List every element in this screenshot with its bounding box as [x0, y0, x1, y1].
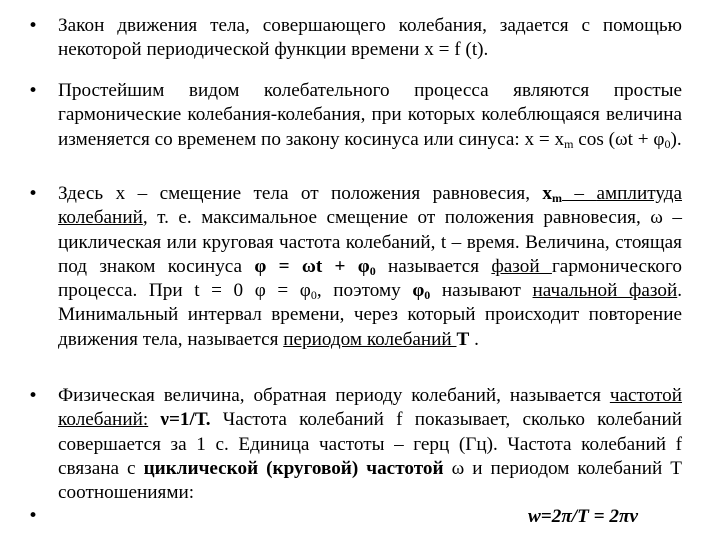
paragraph-harmonic	[58, 79, 682, 152]
bullet-icon: •	[28, 184, 39, 204]
law-text: Закон движения тела, совершающего колебания, задается с помощью некоторой периодической функции времени x = f (t).	[58, 15, 682, 61]
harmonic-formula: $x = x_m$ $\cos (\omega t + \varphi_0)$.	[524, 128, 682, 151]
nu-formula: ν=1/Т.	[148, 409, 211, 431]
harmonic-text: Простейшим видом колебательного процесса являются простые гармонические колебания-колебания, при которых колеблющаяся величина изменяется со временем по закону косинуса или синуса:	[58, 80, 682, 150]
omega-formula: w=2π/T = 2πν	[528, 506, 638, 527]
phase-expression: $\varphi = \omega t + \varphi_0$	[254, 255, 376, 278]
bullet-item-definitions	[28, 182, 682, 352]
frequency-term: частотой колебаний:	[58, 385, 682, 431]
bullet-item-frequency	[28, 384, 682, 505]
paragraph-definitions: Здесь x – смещение тела от положения равновесия, $x_m$ – амплитуда колебаний, т. е. максимальное смещение от положения равновесия, ω – циклическая или круговая частота колебаний, t – время. Величина, стоящая под знаком косинуса $\varphi = \omega t + \varphi_0$ называется фазой гармонического процесса. При t = 0 $\varphi = \varphi_0$, поэтому $\varphi_0$ называют начальной фазой. Минимальный интервал времени, через который происходит повторение движения тела, называется периодом колебаний Т .	[58, 183, 683, 350]
amplitude-term: амплитуда колебаний	[58, 183, 683, 229]
phase-term: фазой	[491, 255, 552, 277]
bullet-icon: •	[28, 81, 39, 101]
bullet-item-harmonic	[28, 79, 682, 152]
paragraph-frequency: Физическая величина, обратная периоду колебаний, называется частотой колебаний: ν=1/Т. Частота колебаний f показывает, сколько колебаний совершается за 1 с. Единица частоты – герц (Гц). Частота колебаний f связана с циклической (круговой) частотой ω и периодом колебаний Т соотношениями:	[58, 385, 682, 504]
bullet-item-law-of-motion	[28, 14, 682, 63]
paragraph-law-of-motion	[58, 14, 682, 63]
bullet-icon: •	[28, 506, 39, 526]
cyclic-frequency-term: циклической (круговой) частотой	[143, 457, 444, 479]
period-symbol: Т	[456, 328, 470, 350]
period-term: периодом колебаний	[283, 328, 457, 350]
initial-phase-term: начальной фазой	[532, 280, 678, 302]
bullet-icon: •	[28, 16, 39, 36]
bullet-icon: •	[28, 386, 39, 406]
phi0-symbol: $\varphi_0$	[412, 280, 431, 303]
xm-symbol: $x_m$	[542, 183, 563, 205]
